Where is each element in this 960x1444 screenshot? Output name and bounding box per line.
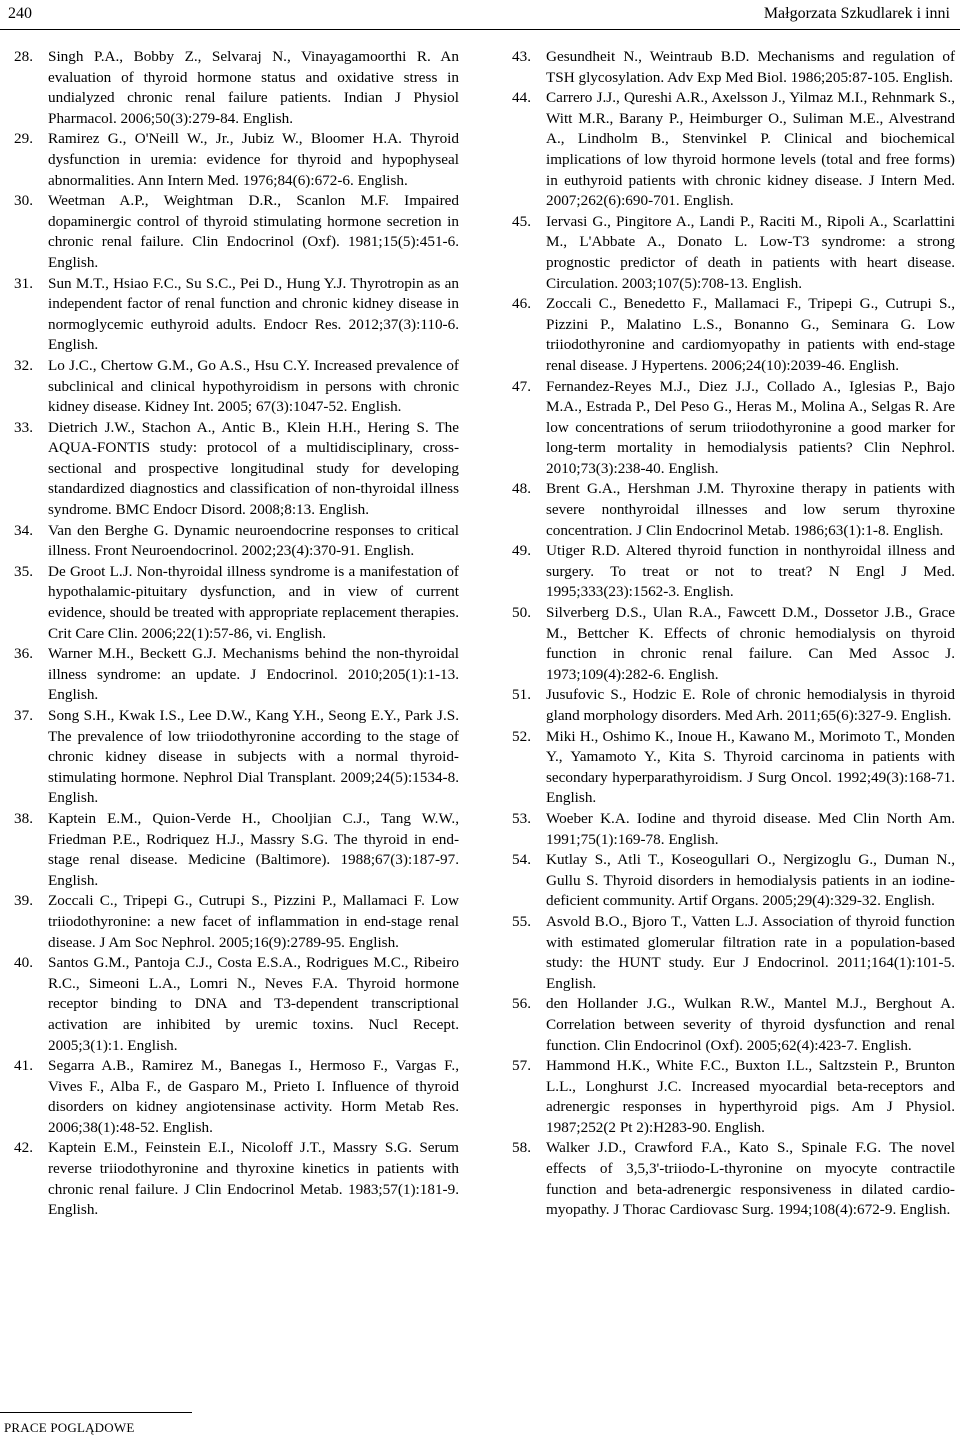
reference-item xyxy=(14,129,459,191)
reference-item xyxy=(512,850,955,912)
reference-text: Sun M.T., Hsiao F.C., Su S.C., Pei D., Hung Y.J. Thyrotropin as an independent factor of renal function and chronic kidney disease in normoglycemic euthyroid adults. Endocr Res. 2012;37(3):110-6. English. xyxy=(48,274,459,354)
reference-item xyxy=(14,644,459,706)
reference-item xyxy=(512,809,955,850)
reference-number: 28. xyxy=(14,48,33,65)
reference-text: Van den Berghe G. Dynamic neuroendocrine responses to critical illness. Front Neuroendocrinol. 2002;23(4):370-91. English. xyxy=(48,521,459,560)
reference-item xyxy=(14,191,459,273)
reference-text: Carrero J.J., Qureshi A.R., Axelsson J., Yilmaz M.I., Rehnmark S., Witt M.R., Barany P., Heimburger O., Suliman M.E., Alvestrand A., Lindholm B., Stenvinkel P. Clinical and biochemical implications of low thyroid hormone levels (total and free forms) in euthyroid patients with chronic kidney disease. J Intern Med. 2007;262(6):690-701. English. xyxy=(546,89,955,210)
reference-item xyxy=(512,994,955,1056)
reference-text: Fernandez-Reyes M.J., Diez J.J., Collado A., Iglesias P., Bajo M.A., Estrada P., Del Peso G., Heras M., Molina A., Selgas R. Are low concentrations of serum triiodothyronine a good marker for long-term mortality in hemodialysis patients? Clin Nephrol. 2010;73(3):238-40. English. xyxy=(546,377,955,477)
reference-number: 44. xyxy=(512,89,531,107)
reference-text: Segarra A.B., Ramirez M., Banegas I., Hermoso F., Vargas F., Vives F., Alba F., de Gasparo M., Prieto I. Influence of thyroid disorders on kidney angiotensinase activity. Horm Metab Res. 2006;38(1):48-52. English. xyxy=(48,1057,459,1136)
reference-item xyxy=(512,47,955,88)
reference-text: Song S.H., Kwak I.S., Lee D.W., Kang Y.H., Seong E.Y., Park J.S. The prevalence of low triiodothyronine according to the stage of chronic kidney disease in subjects with a normal thyroid-stimulating hormone. Nephrol Dial Transplant. 2009;24(5):1534-8. English. xyxy=(48,707,459,807)
reference-text: Hammond H.K., White F.C., Buxton I.L., Saltzstein P., Brunton L.L., Longhurst J.C. Increased myocardial beta-receptors and adrenergic responses in hyperthyroid pigs. Am J Physiol. 1987;252(2 Pt 2):H283-90. English. xyxy=(546,1057,955,1136)
reference-number: 31. xyxy=(14,274,33,292)
section-label: PRACE POGLĄDOWE xyxy=(4,1420,135,1435)
reference-item xyxy=(14,809,459,891)
reference-item xyxy=(14,891,459,953)
page-number: 240 xyxy=(8,5,32,22)
reference-number: 46. xyxy=(512,295,531,313)
running-title: Małgorzata Szkudlarek i inni xyxy=(763,5,950,22)
reference-text: den Hollander J.G., Wulkan R.W., Mantel M.J., Berghout A. Correlation between severity of thyroid dysfunction and renal function. Clin Endocrinol (Oxf). 2005;62(4):423-7. English. xyxy=(546,995,955,1054)
reference-text: Kaptein E.M., Quion-Verde H., Chooljian C.J., Tang W.W., Friedman P.E., Rodriquez H.J., Massry S.G. The thyroid in end-stage renal disease. Medicine (Baltimore). 1988;67(3):187-97. English. xyxy=(48,809,459,889)
reference-number: 39. xyxy=(14,892,33,910)
reference-text: Iervasi G., Pingitore A., Landi P., Raciti M., Ripoli A., Scarlattini M., L'Abbate A., Donato L. Low-T3 syndrome: a strong prognostic predictor of death in patients with heart disease. Circulation. 2003;107(5):708-13. English. xyxy=(546,212,955,292)
reference-number: 55. xyxy=(512,912,531,930)
reference-item xyxy=(14,1056,459,1138)
reference-item xyxy=(512,88,955,212)
reference-item xyxy=(512,912,955,994)
reference-number: 52. xyxy=(512,727,531,745)
reference-number: 42. xyxy=(14,1139,33,1157)
reference-text: Kaptein E.M., Feinstein E.I., Nicoloff J.T., Massry S.G. Serum reverse triiodothyronine and thyroxine kinetics in patients with chronic renal failure. J Clin Endocrinol Metab. 1983;57(1):181-9. English. xyxy=(48,1139,459,1219)
reference-text: Zoccali C., Tripepi G., Cutrupi S., Pizzini P., Mallamaci F. Low triiodothyronine: a new facet of inflammation in end-stage renal disease. J Am Soc Nephrol. 2005;16(9):2789-95. English. xyxy=(48,892,459,951)
reference-number: 30. xyxy=(14,192,33,210)
reference-item xyxy=(512,479,955,541)
reference-text: Lo J.C., Chertow G.M., Go A.S., Hsu C.Y. Increased prevalence of subclinical and clinical hypothyroidism in persons with chronic kidney disease. Kidney Int. 2005; 67(3):1047-52. English. xyxy=(48,356,459,416)
reference-item xyxy=(512,294,955,376)
reference-item xyxy=(14,706,459,809)
reference-number: 32. xyxy=(14,356,33,374)
reference-text: Gesundheit N., Weintraub B.D. Mechanisms and regulation of TSH glycosylation. Adv Exp Med Biol. 1986;205:87-105. English. xyxy=(546,48,955,86)
reference-item xyxy=(14,521,459,562)
reference-text: Zoccali C., Benedetto F., Mallamaci F., Tripepi G., Cutrupi S., Pizzini P., Malatino L.S., Bonanno G., Seminara G. Low triiodothyronine and cardiomyopathy in patients with end-stage renal disease. J Hypertens. 2006;24(10):2039-46. English. xyxy=(546,295,955,374)
reference-number: 54. xyxy=(512,851,531,869)
reference-item xyxy=(512,541,955,603)
reference-text: Asvold B.O., Bjoro T., Vatten L.J. Association of thyroid function with estimated glomerular filtration rate in a population-based study: the HUNT study. Eur J Endocrinol. 2011;164(1):101-5. English. xyxy=(546,912,955,992)
reference-item xyxy=(14,356,459,418)
reference-number: 58. xyxy=(512,1139,531,1157)
reference-number: 34. xyxy=(14,521,33,539)
reference-number: 48. xyxy=(512,480,531,498)
reference-text: Jusufovic S., Hodzic E. Role of chronic hemodialysis in thyroid gland morphology disorders. Med Arh. 2011;65(6):327-9. English. xyxy=(546,686,955,724)
footer-rule xyxy=(0,1412,192,1413)
reference-text: Kutlay S., Atli T., Koseogullari O., Nergizoglu G., Duman N., Gullu S. Thyroid disorders in hemodialysis patients in an iodine-deficient community. Artif Organs. 2005;29(4):329-32. English. xyxy=(546,851,955,910)
reference-item xyxy=(14,562,459,644)
header-rule xyxy=(0,29,960,30)
reference-number: 57. xyxy=(512,1057,531,1075)
references-left-column xyxy=(14,47,459,1221)
reference-item xyxy=(512,1138,955,1220)
reference-number: 47. xyxy=(512,377,531,395)
reference-number: 40. xyxy=(14,954,33,972)
reference-text: Silverberg D.S., Ulan R.A., Fawcett D.M., Dossetor J.B., Grace M., Bettcher K. Effects of chronic hemodialysis on thyroid function in chronic renal failure. Can Med Assoc J. 1973;109(4):282-6. English. xyxy=(546,604,955,683)
reference-item xyxy=(512,212,955,294)
reference-item xyxy=(512,727,955,809)
reference-text: Miki H., Oshimo K., Inoue H., Kawano M., Morimoto T., Monden Y., Yamamoto Y., Kita S. Thyroid carcinoma in patients with secondary hyperparathyroidism. J Surg Oncol. 1992;49(3):168-71. English. xyxy=(546,727,955,807)
reference-item xyxy=(14,418,459,521)
reference-item xyxy=(14,47,459,129)
reference-number: 45. xyxy=(512,212,531,230)
reference-number: 53. xyxy=(512,809,531,827)
reference-number: 56. xyxy=(512,995,531,1013)
reference-text: Singh P.A., Bobby Z., Selvaraj N., Vinayagamoorthi R. An evaluation of thyroid hormone status and oxidative stress in undialyzed chronic renal failure patients. Indian J Physiol Pharmacol. 2006;50(3):279-84. English. xyxy=(48,48,459,127)
reference-number: 38. xyxy=(14,809,33,827)
reference-item xyxy=(512,603,955,685)
reference-text: Warner M.H., Beckett G.J. Mechanisms behind the non-thyroidal illness syndrome: an update. J Endocrinol. 2010;205(1):1-13. English. xyxy=(48,645,459,704)
reference-number: 43. xyxy=(512,48,531,65)
reference-text: Santos G.M., Pantoja C.J., Costa E.S.A., Rodrigues M.C., Ribeiro R.C., Simeoni L.A., Lomri N., Neves F.A. Thyroid hormone receptor binding to DNA and T3-dependent transcriptional activation are inhibited by uremic toxins. Nucl Recept. 2005;3(1):1. English. xyxy=(48,954,459,1054)
reference-number: 37. xyxy=(14,707,33,724)
reference-number: 50. xyxy=(512,604,531,622)
reference-number: 49. xyxy=(512,542,531,560)
reference-item xyxy=(512,1056,955,1138)
reference-item xyxy=(512,377,955,480)
reference-number: 29. xyxy=(14,130,33,148)
reference-number: 36. xyxy=(14,645,33,663)
reference-number: 51. xyxy=(512,686,531,704)
reference-text: Walker J.D., Crawford F.A., Kato S., Spinale F.G. The novel effects of 3,5,3'-triiodo-L-thyronine on myocyte contractile function and beta-adrenergic responsiveness in dilated cardio-myopathy. J Thorac Cardiovasc Surg. 1994;108(4):672-9. English. xyxy=(546,1139,955,1219)
reference-text: De Groot L.J. Non-thyroidal illness syndrome is a manifestation of hypothalamic-pituitary dysfunction, and in view of current evidence, should be treated with appropriate replacement therapies. Crit Care Clin. 2006;22(1):57-86, vi. English. xyxy=(48,562,459,642)
page-header xyxy=(0,0,960,30)
reference-item xyxy=(14,274,459,356)
reference-item xyxy=(14,953,459,1056)
reference-text: Woeber K.A. Iodine and thyroid disease. Med Clin North Am. 1991;75(1):169-78. English. xyxy=(546,809,955,848)
reference-item xyxy=(512,685,955,726)
reference-text: Brent G.A., Hershman J.M. Thyroxine therapy in patients with severe nonthyroidal illnesses and low serum thyroxine concentration. J Clin Endocrinol Metab. 1986;63(1):1-8. English. xyxy=(546,480,955,539)
references-right-column xyxy=(512,47,955,1221)
reference-text: Ramirez G., O'Neill W., Jr., Jubiz W., Bloomer H.A. Thyroid dysfunction in uremia: evidence for thyroid and hypophyseal abnormalities. Ann Intern Med. 1976;84(6):672-6. English. xyxy=(48,130,459,189)
reference-text: Utiger R.D. Altered thyroid function in nonthyroidal illness and surgery. To treat or not to treat? N Engl J Med. 1995;333(23):1562-3. English. xyxy=(546,542,955,601)
reference-number: 41. xyxy=(14,1057,33,1075)
reference-text: Dietrich J.W., Stachon A., Antic B., Klein H.H., Hering S. The AQUA-FONTIS study: protocol of a multidisciplinary, cross-sectional and prospective longitudinal study for developing standardized diagnostics and classification of non-thyroidal illness syndrome. BMC Endocr Disord. 2008;8:13. English. xyxy=(48,418,459,519)
reference-number: 35. xyxy=(14,562,33,580)
reference-text: Weetman A.P., Weightman D.R., Scanlon M.F. Impaired dopaminergic control of thyroid stimulating hormone secretion in chronic renal failure. Clin Endocrinol (Oxf). 1981;15(5):451-6. English. xyxy=(48,192,459,271)
reference-item xyxy=(14,1138,459,1220)
reference-number: 33. xyxy=(14,418,33,436)
